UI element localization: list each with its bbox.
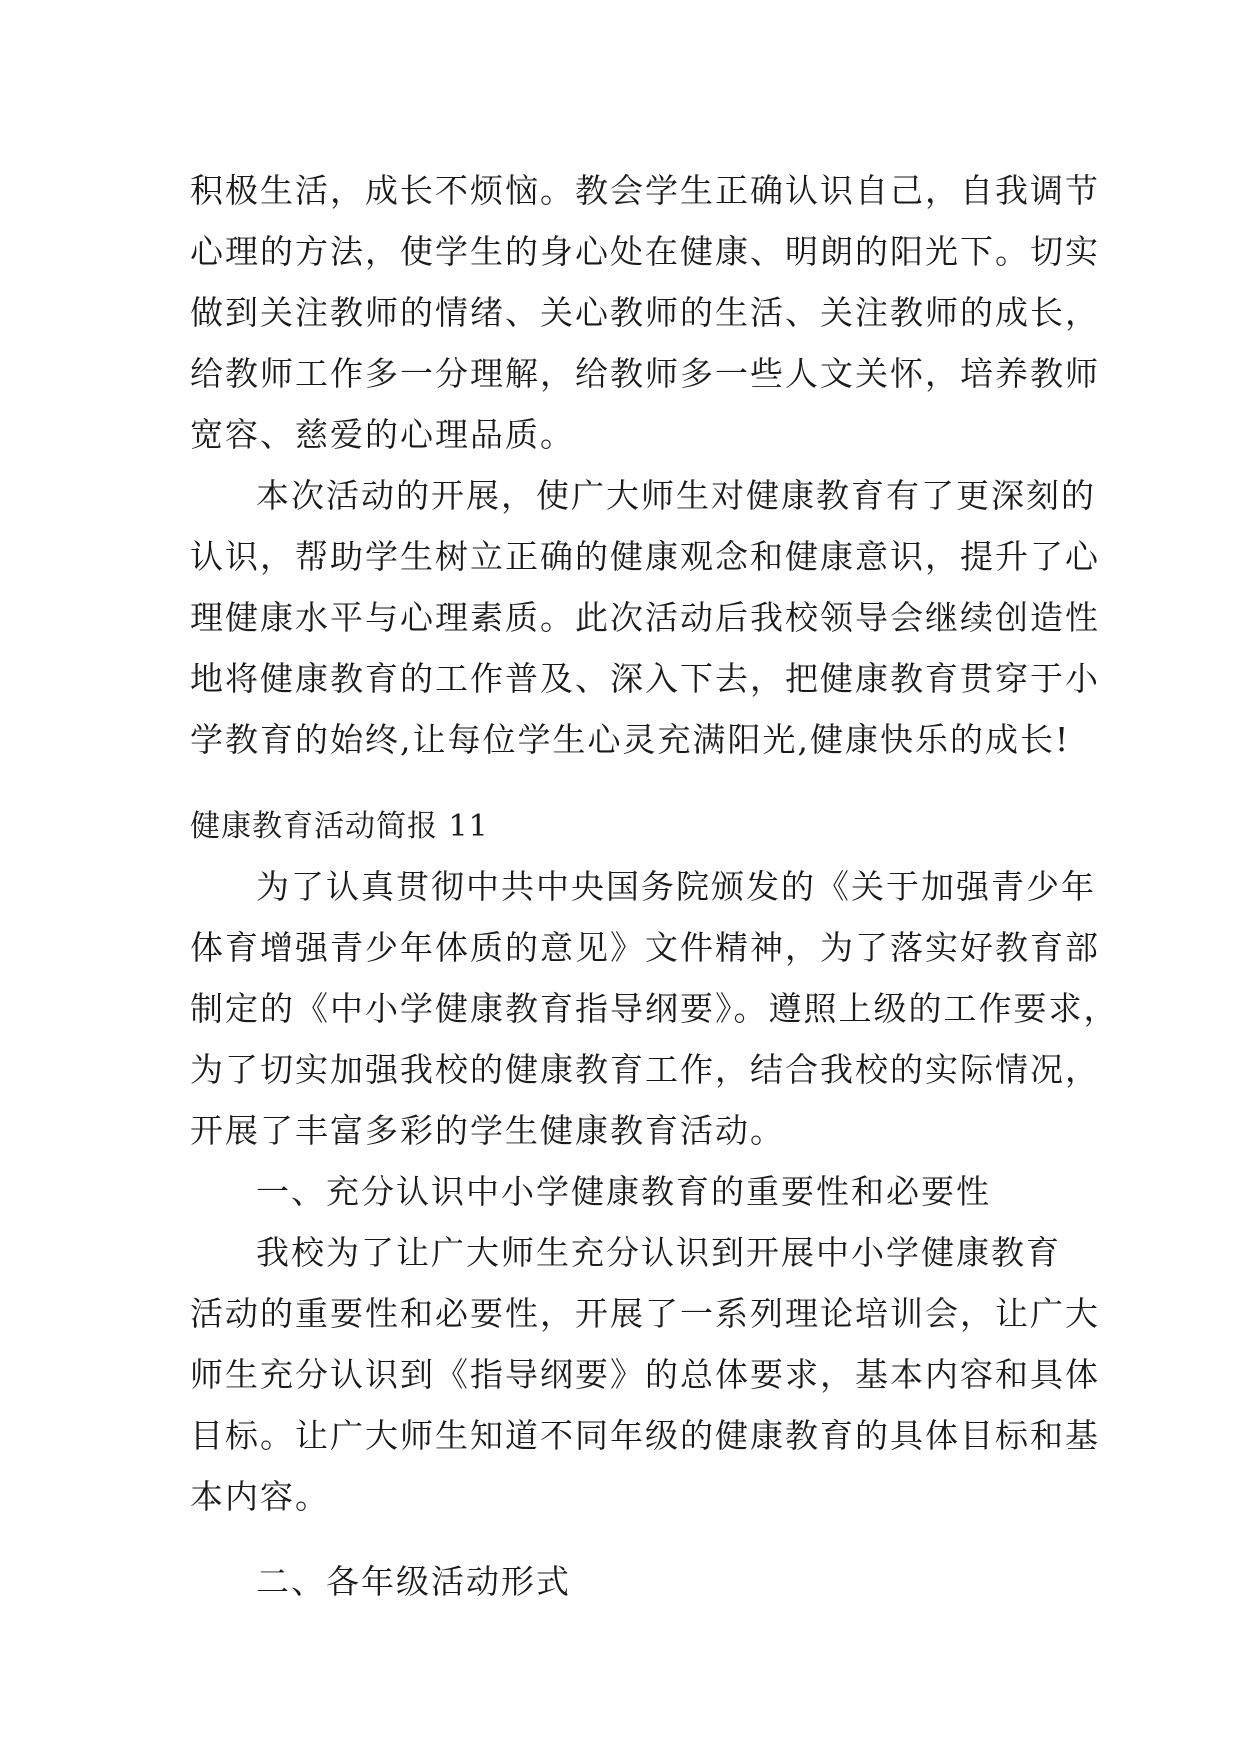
text-line: 目标。让广大师生知道不同年级的健康教育的具体目标和基 <box>190 1416 1100 1455</box>
text-line: 心理的方法，使学生的身心处在健康、明朗的阳光下。切实 <box>190 232 1100 271</box>
text-line: 我校为了让广大师生充分认识到开展中小学健康教育 <box>256 1233 1061 1272</box>
subheading-1: 一、充分认识中小学健康教育的重要性和必要性 <box>256 1172 991 1211</box>
text-line: 宽容、慈爱的心理品质。 <box>190 415 575 454</box>
text-line: 开展了丰富多彩的学生健康教育活动。 <box>190 1111 785 1150</box>
text-line: 地将健康教育的工作普及、深入下去，把健康教育贯穿于小 <box>190 659 1100 698</box>
text-line: 制定的《中小学健康教育指导纲要》。遵照上级的工作要求， <box>190 989 1119 1028</box>
paragraph-importance <box>190 1222 1100 1527</box>
text-line: 为了切实加强我校的健康教育工作，结合我校的实际情况， <box>190 1050 1100 1089</box>
paragraph-summary <box>190 465 1100 770</box>
text-line: 活动的重要性和必要性，开展了一系列理论培训会，让广大 <box>190 1294 1100 1333</box>
text-line: 给教师工作多一分理解，给教师多一些人文关怀，培养教师 <box>190 354 1100 393</box>
text-line: 学教育的始终,让每位学生心灵充满阳光,健康快乐的成长! <box>190 720 1071 759</box>
paragraph-continuation <box>190 160 1100 465</box>
text-line: 理健康水平与心理素质。此次活动后我校领导会继续创造性 <box>190 598 1100 637</box>
subheading-2: 二、各年级活动形式 <box>256 1562 571 1601</box>
paragraph-intro <box>190 856 1119 1161</box>
text-line: 师生充分认识到《指导纲要》的总体要求，基本内容和具体 <box>190 1355 1100 1394</box>
text-line: 本内容。 <box>190 1477 330 1516</box>
text-line: 积极生活，成长不烦恼。教会学生正确认识自己，自我调节 <box>190 171 1100 210</box>
text-line: 做到关注教师的情绪、关心教师的生活、关注教师的成长， <box>190 293 1100 332</box>
text-line: 体育增强青少年体质的意见》文件精神，为了落实好教育部 <box>190 928 1100 967</box>
text-line: 认识，帮助学生树立正确的健康观念和健康意识，提升了心 <box>190 537 1100 576</box>
section-title: 健康教育活动简报 11 <box>190 809 489 844</box>
document-page <box>190 160 1119 1612</box>
text-line: 为了认真贯彻中共中央国务院颁发的《关于加强青少年 <box>256 867 1096 906</box>
text-line: 本次活动的开展，使广大师生对健康教育有了更深刻的 <box>256 476 1096 515</box>
